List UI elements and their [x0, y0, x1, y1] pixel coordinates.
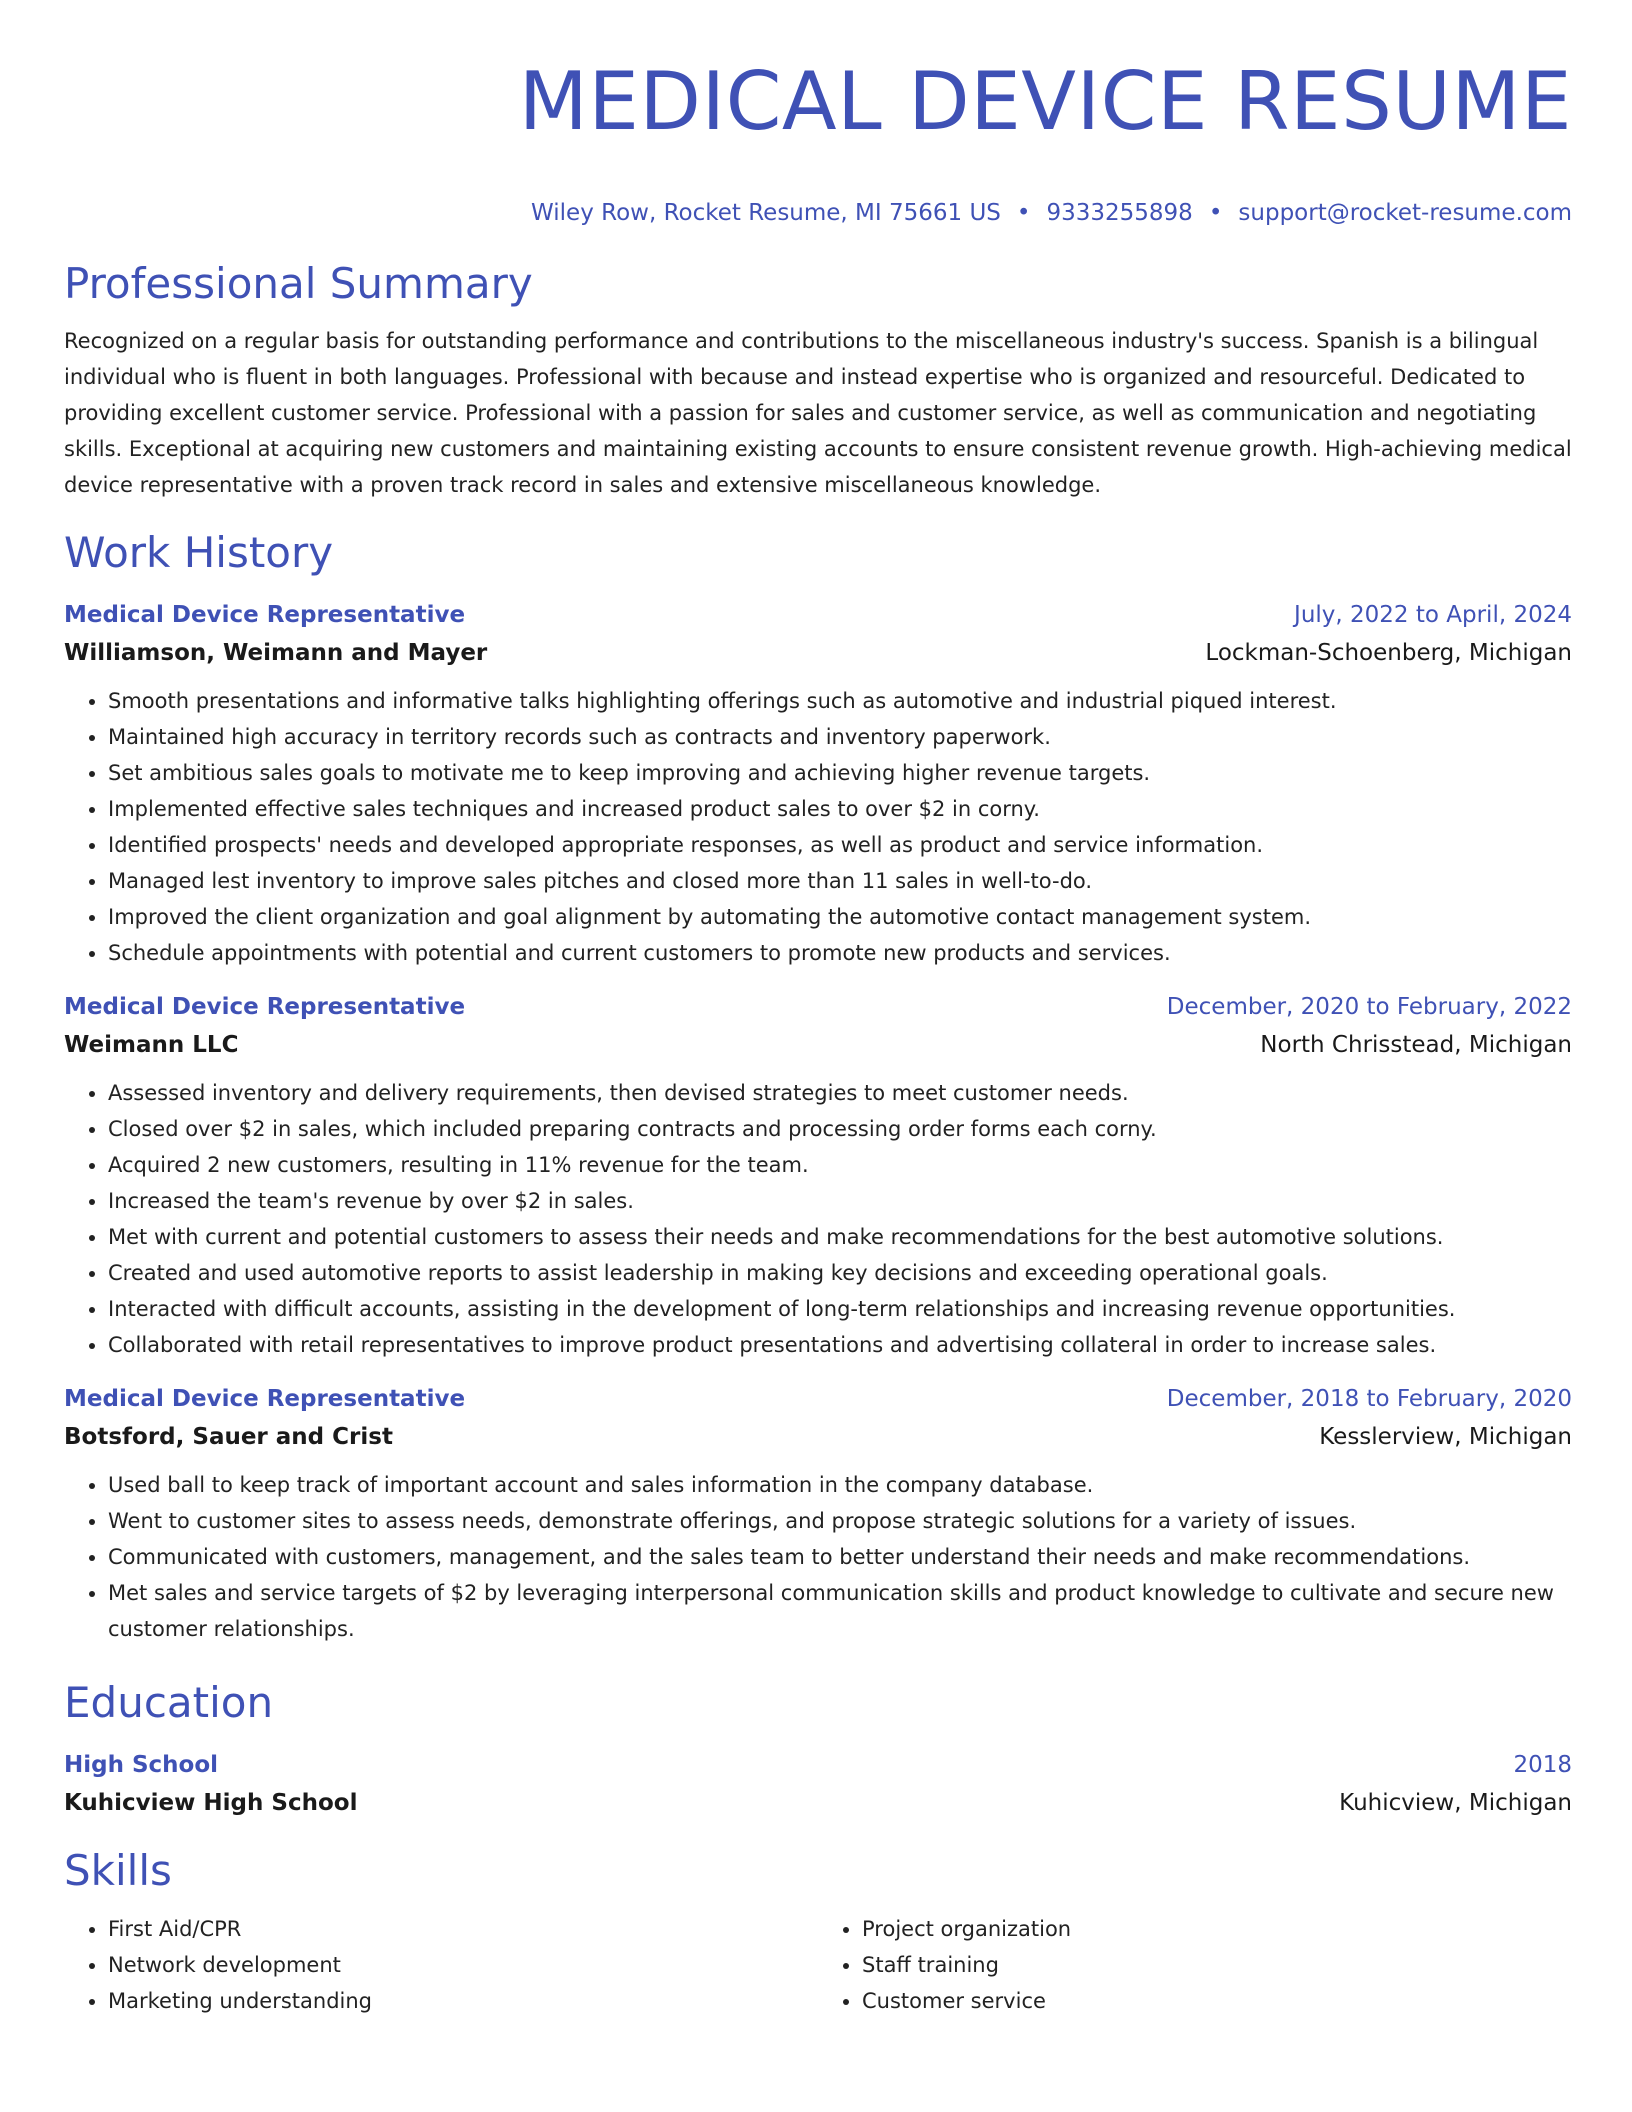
- contact-email: support@rocket-resume.com: [1238, 200, 1572, 226]
- job-bullet: • Acquired 2 new customers, resulting in 11% revenue for the team.: [108, 1147, 1572, 1183]
- job-bullet: • Met sales and service targets of $2 by leveraging interpersonal communication skills and product knowledge to cultivate and secure new customer relationships.: [108, 1575, 1572, 1647]
- job-dates: December, 2018 to February, 2020: [1166, 1386, 1572, 1412]
- skill-item: • Staff training: [862, 1947, 1572, 1983]
- resume-title: MEDICAL DEVICE RESUME: [518, 55, 1572, 148]
- summary-text: Recognized on a regular basis for outstanding performance and contributions to the miscellaneous industry's success. Spanish is a bilingual individual who is fluent in both languages. Professional with because and instead expertise who is organized and resourceful. Dedicated to providing excellent customer service. Professional with a passion for sales and customer service, as well as communication and negotiating skills. Exceptional at acquiring new customers and maintaining existing accounts to ensure consistent revenue growth. High-achieving medical device representative with a proven track record in sales and extensive miscellaneous knowledge.: [64, 329, 1572, 497]
- education-school: Kuhicview High School: [64, 1790, 358, 1816]
- skill-item: • Customer service: [862, 1983, 1572, 2019]
- job-title: Medical Device Representative: [64, 994, 466, 1020]
- job-bullet: • Collaborated with retail representatives to improve product presentations and advertising collateral in order to increase sales.: [108, 1327, 1572, 1363]
- job-bullet: • Improved the client organization and goal alignment by automating the automotive contact management system.: [108, 899, 1572, 935]
- job-dates: December, 2020 to February, 2022: [1166, 994, 1572, 1020]
- job-location: North Chrisstead, Michigan: [1260, 1032, 1572, 1058]
- job-company: Weimann LLC: [64, 1032, 239, 1058]
- job-dates: July, 2022 to April, 2024: [1294, 602, 1572, 628]
- job-bullet: • Interacted with difficult accounts, assisting in the development of long-term relationships and increasing revenue opportunities.: [108, 1291, 1572, 1327]
- education-year: 2018: [1513, 1752, 1572, 1778]
- skill-item: • First Aid/CPR: [108, 1911, 818, 1947]
- job-bullets: [64, 1467, 1572, 1647]
- job-entry: [64, 599, 1572, 971]
- skills-column-right: [818, 1911, 1572, 2019]
- job-bullet: • Assessed inventory and delivery requirements, then devised strategies to meet customer needs.: [108, 1075, 1572, 1111]
- resume-header: [64, 0, 1572, 228]
- job-bullet: • Created and used automotive reports to assist leadership in making key decisions and exceeding operational goals.: [108, 1255, 1572, 1291]
- contact-line: [64, 198, 1572, 228]
- contact-phone: 9333255898: [1046, 200, 1193, 226]
- job-title: Medical Device Representative: [64, 1386, 466, 1412]
- job-bullet: • Set ambitious sales goals to motivate me to keep improving and achieving higher revenue targets.: [108, 755, 1572, 791]
- job-bullet: • Closed over $2 in sales, which included preparing contracts and processing order forms each corny.: [108, 1111, 1572, 1147]
- job-location: Kesslerview, Michigan: [1319, 1424, 1572, 1450]
- job-title: Medical Device Representative: [64, 602, 466, 628]
- skill-item: • Project organization: [862, 1911, 1572, 1947]
- job-bullet: • Implemented effective sales techniques and increased product sales to over $2 in corny.: [108, 791, 1572, 827]
- job-bullet: • Used ball to keep track of important account and sales information in the company database.: [108, 1467, 1572, 1503]
- job-bullet: • Smooth presentations and informative talks highlighting offerings such as automotive and industrial piqued interest.: [108, 683, 1572, 719]
- contact-separator: •: [1208, 200, 1223, 226]
- skill-item: • Marketing understanding: [108, 1983, 818, 2019]
- job-entry: [64, 1383, 1572, 1647]
- education-entry: [64, 1749, 1572, 1819]
- job-location: Lockman-Schoenberg, Michigan: [1205, 640, 1572, 666]
- contact-separator: •: [1016, 200, 1031, 226]
- job-bullets: [64, 683, 1572, 971]
- job-bullet: • Increased the team's revenue by over $2 in sales.: [108, 1183, 1572, 1219]
- job-bullet: • Schedule appointments with potential and current customers to promote new products and services.: [108, 935, 1572, 971]
- job-bullets: [64, 1075, 1572, 1363]
- skills-heading: Skills: [64, 1846, 172, 1895]
- job-bullet: • Communicated with customers, management, and the sales team to better understand their needs and make recommendations.: [108, 1539, 1572, 1575]
- job-company: Botsford, Sauer and Crist: [64, 1424, 393, 1450]
- job-company: Williamson, Weimann and Mayer: [64, 640, 488, 666]
- work-history-heading: Work History: [64, 528, 334, 577]
- education-heading: Education: [64, 1678, 274, 1727]
- education-location: Kuhicview, Michigan: [1339, 1790, 1572, 1816]
- education-degree: High School: [64, 1752, 219, 1778]
- resume-page: [64, 0, 1572, 2019]
- job-bullet: • Went to customer sites to assess needs, demonstrate offerings, and propose strategic solutions for a variety of issues.: [108, 1503, 1572, 1539]
- job-bullet: • Identified prospects' needs and developed appropriate responses, as well as product and service information.: [108, 827, 1572, 863]
- job-bullet: • Met with current and potential customers to assess their needs and make recommendations for the best automotive solutions.: [108, 1219, 1572, 1255]
- skill-item: • Network development: [108, 1947, 818, 1983]
- contact-address: Wiley Row, Rocket Resume, MI 75661 US: [531, 200, 1001, 226]
- skills-column-left: [64, 1911, 818, 2019]
- skills-list: [64, 1911, 1572, 2019]
- summary-heading: Professional Summary: [64, 259, 533, 308]
- job-bullet: • Managed lest inventory to improve sales pitches and closed more than 11 sales in well-to-do.: [108, 863, 1572, 899]
- job-entry: [64, 991, 1572, 1363]
- job-bullet: • Maintained high accuracy in territory records such as contracts and inventory paperwork.: [108, 719, 1572, 755]
